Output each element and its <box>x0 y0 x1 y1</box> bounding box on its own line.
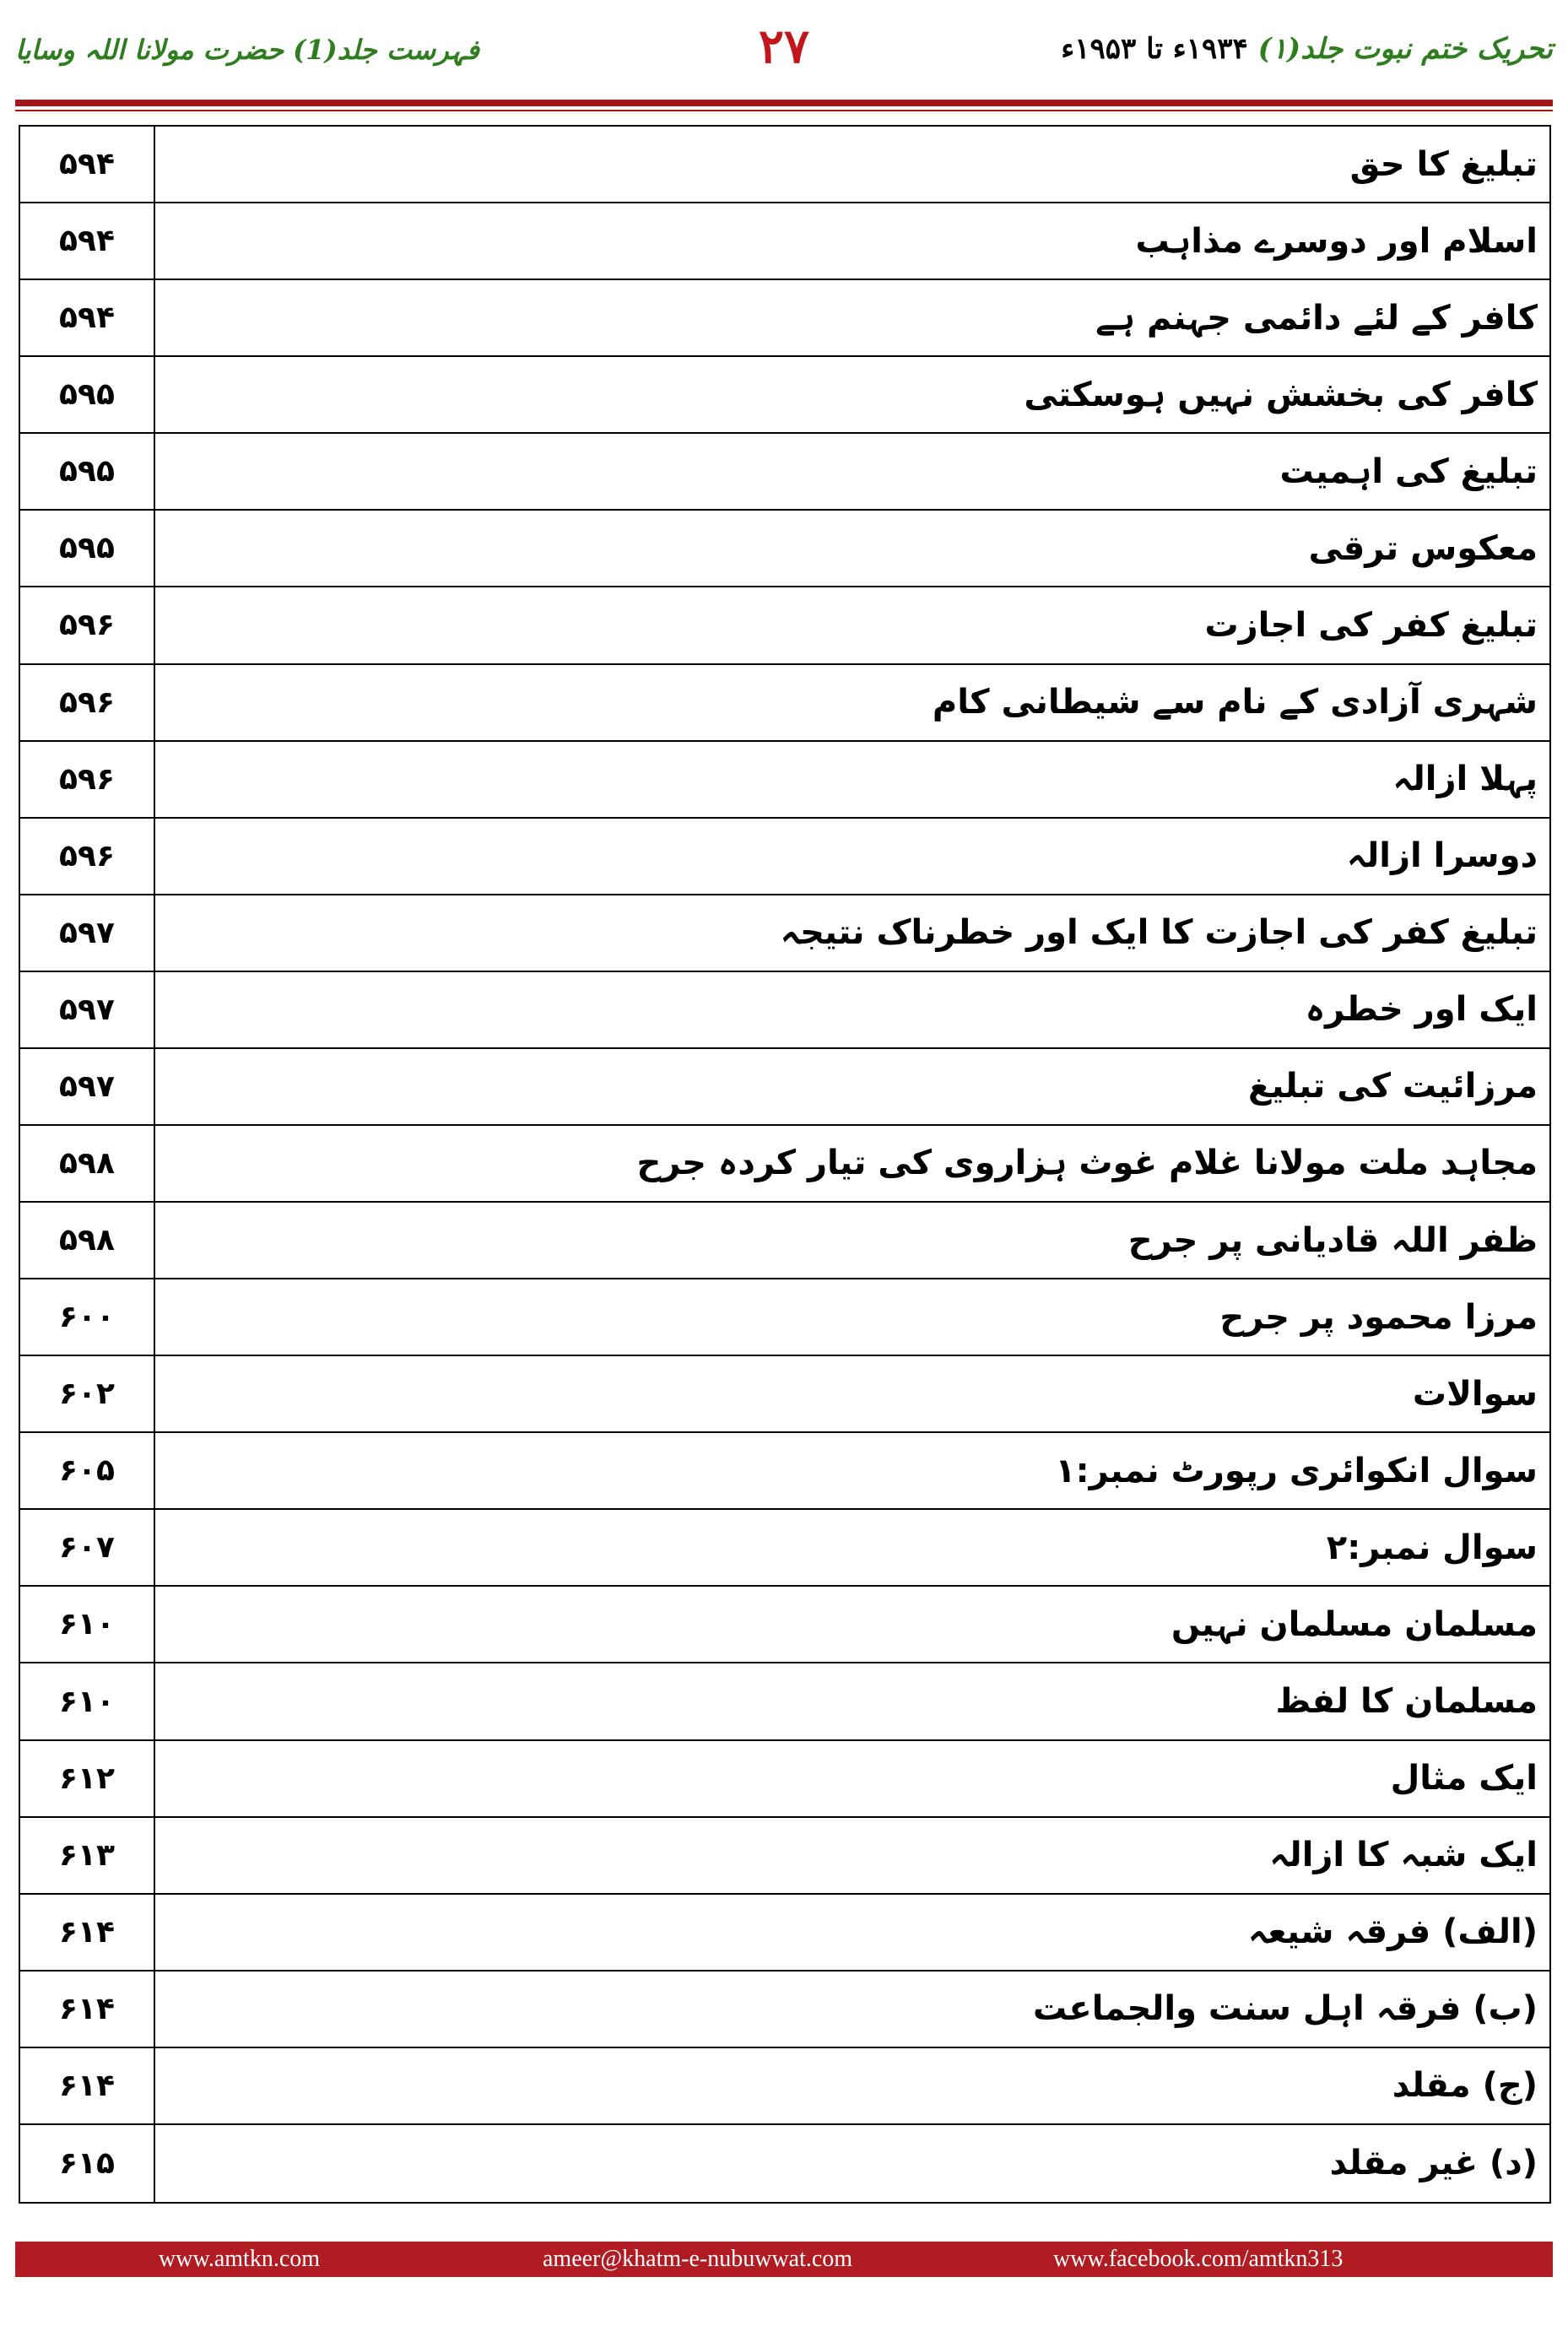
toc-page-number: ۵۹۶ <box>20 742 155 817</box>
toc-entry-title: مرزا محمود پر جرح <box>1219 1297 1538 1337</box>
toc-row[interactable] <box>20 742 1549 819</box>
toc-page-number: ۶۰۰ <box>20 1279 155 1355</box>
toc-row[interactable] <box>20 895 1549 972</box>
toc-entry-title: ظفر اللہ قادیانی پر جرح <box>1127 1220 1538 1260</box>
toc-entry-title: تبلیغ کا حق <box>1349 144 1538 184</box>
toc-row[interactable] <box>20 1895 1549 1971</box>
toc-entry-title: ایک مثال <box>1390 1759 1538 1798</box>
toc-row[interactable] <box>20 665 1549 742</box>
page-number: ۲۷ <box>758 19 810 74</box>
toc-entry-title: سوالات <box>1412 1374 1538 1414</box>
toc-page-number: ۵۹۵ <box>20 511 155 586</box>
toc-entry-title: کافر کے لئے دائمی جہنم ہے <box>1095 298 1538 338</box>
toc-entry-title: شہری آزادی کے نام سے شیطانی کام <box>932 683 1538 722</box>
toc-row[interactable] <box>20 1433 1549 1510</box>
toc-page-number: ۵۹۶ <box>20 819 155 894</box>
toc-entry-title: پہلا ازالہ <box>1392 760 1538 799</box>
toc-entry-title: مرزائیت کی تبلیغ <box>1248 1067 1538 1106</box>
series-title-text: تحریک ختم نبوت جلد(۱) <box>1257 32 1553 66</box>
toc-page-number: ۵۹۷ <box>20 1049 155 1124</box>
toc-row[interactable] <box>20 1663 1549 1740</box>
toc-page-number: ۶۱۴ <box>20 1895 155 1970</box>
toc-entry-title: (د) غیر مقلد <box>1329 2144 1538 2183</box>
toc-row[interactable] <box>20 280 1549 357</box>
toc-row[interactable] <box>20 1741 1549 1818</box>
toc-page-number: ۵۹۵ <box>20 434 155 509</box>
toc-entry-title: مسلمان مسلمان نہیں <box>1171 1604 1538 1644</box>
toc-page-number: ۶۱۴ <box>20 1971 155 2047</box>
toc-row[interactable] <box>20 1510 1549 1587</box>
toc-row[interactable] <box>20 1126 1549 1203</box>
toc-row[interactable] <box>20 587 1549 664</box>
toc-entry-title: اسلام اور دوسرے مذاہب <box>1135 221 1538 261</box>
toc-row[interactable] <box>20 434 1549 511</box>
toc-page-number: ۵۹۴ <box>20 280 155 355</box>
toc-row[interactable] <box>20 357 1549 434</box>
toc-entry-title: مسلمان کا لفظ <box>1275 1682 1538 1721</box>
toc-page-number: ۶۰۷ <box>20 1510 155 1585</box>
toc-page-number: ۵۹۴ <box>20 203 155 279</box>
toc-page-number: ۶۱۳ <box>20 1818 155 1893</box>
toc-page-number: ۶۱۰ <box>20 1663 155 1739</box>
toc-page-number: ۵۹۶ <box>20 587 155 663</box>
toc-entry-title: کافر کی بخشش نہیں ہوسکتی <box>1024 375 1538 414</box>
toc-entry-title: تبلیغ کفر کی اجازت <box>1204 605 1538 645</box>
toc-page-number: ۵۹۵ <box>20 357 155 432</box>
toc-entry-title: دوسرا ازالہ <box>1346 836 1538 876</box>
toc-page-number: ۶۱۰ <box>20 1587 155 1662</box>
footer-website-link[interactable]: www.amtkn.com <box>159 2246 321 2272</box>
toc-page-number: ۵۹۸ <box>20 1126 155 1201</box>
toc-row[interactable] <box>20 2125 1549 2202</box>
toc-page-number: ۶۱۵ <box>20 2125 155 2202</box>
toc-entry-title: (الف) فرقہ شیعہ <box>1247 1912 1538 1952</box>
toc-entry-title: تبلیغ کفر کی اجازت کا ایک اور خطرناک نتیجہ <box>780 913 1538 953</box>
toc-row[interactable] <box>20 972 1549 1049</box>
header-rule-thick <box>15 100 1553 106</box>
toc-row[interactable] <box>20 819 1549 895</box>
toc-row[interactable] <box>20 2048 1549 2125</box>
table-of-contents <box>19 125 1551 2204</box>
header-rule-thin <box>15 110 1553 111</box>
toc-row[interactable] <box>20 1818 1549 1895</box>
toc-page-number: ۶۰۵ <box>20 1433 155 1508</box>
toc-row[interactable] <box>20 1203 1549 1279</box>
toc-entry-title: سوال نمبر:۲ <box>1326 1528 1538 1567</box>
toc-entry-title: تبلیغ کی اہمیت <box>1279 452 1538 491</box>
toc-page-number: ۵۹۶ <box>20 665 155 740</box>
toc-row[interactable] <box>20 1356 1549 1433</box>
toc-page-number: ۶۰۲ <box>20 1356 155 1431</box>
toc-entry-title: (ب) فرقہ اہل سنت والجماعت <box>1033 1989 1538 2029</box>
toc-row[interactable] <box>20 1279 1549 1356</box>
toc-row[interactable] <box>20 127 1549 203</box>
toc-row[interactable] <box>20 203 1549 280</box>
toc-entry-title: مجاہد ملت مولانا غلام غوث ہزاروی کی تیار کردہ جرح <box>636 1144 1538 1183</box>
footer-facebook-link[interactable]: www.facebook.com/amtkn313 <box>1053 2246 1344 2272</box>
toc-page-number: ۶۱۴ <box>20 2048 155 2123</box>
toc-entry-title: سوال انکوائری رپورٹ نمبر:۱ <box>1055 1451 1538 1490</box>
toc-row[interactable] <box>20 1587 1549 1663</box>
toc-page-number: ۵۹۷ <box>20 895 155 971</box>
toc-page-number: ۶۱۲ <box>20 1741 155 1816</box>
toc-entry-title: ایک شبہ کا ازالہ <box>1269 1836 1538 1875</box>
page-header <box>0 0 1568 101</box>
toc-entry-title: (ج) مقلد <box>1392 2066 1538 2106</box>
toc-row[interactable] <box>20 1971 1549 2048</box>
footer-email-link[interactable]: ameer@khatm-e-nubuwwat.com <box>543 2246 853 2272</box>
toc-page-number: ۵۹۸ <box>20 1203 155 1278</box>
toc-row[interactable] <box>20 511 1549 587</box>
toc-entry-title: معکوس ترقی <box>1308 528 1538 568</box>
series-years: ۱۹۳۴ء تا ۱۹۵۳ء <box>1061 32 1248 66</box>
page-footer <box>15 2242 1553 2277</box>
volume-title: فہرست جلد(1) حضرت مولانا اللہ وسایا <box>15 34 479 66</box>
toc-row[interactable] <box>20 1049 1549 1126</box>
toc-entry-title: ایک اور خطرہ <box>1305 990 1538 1030</box>
toc-page-number: ۵۹۷ <box>20 972 155 1047</box>
toc-page-number: ۵۹۴ <box>20 127 155 202</box>
